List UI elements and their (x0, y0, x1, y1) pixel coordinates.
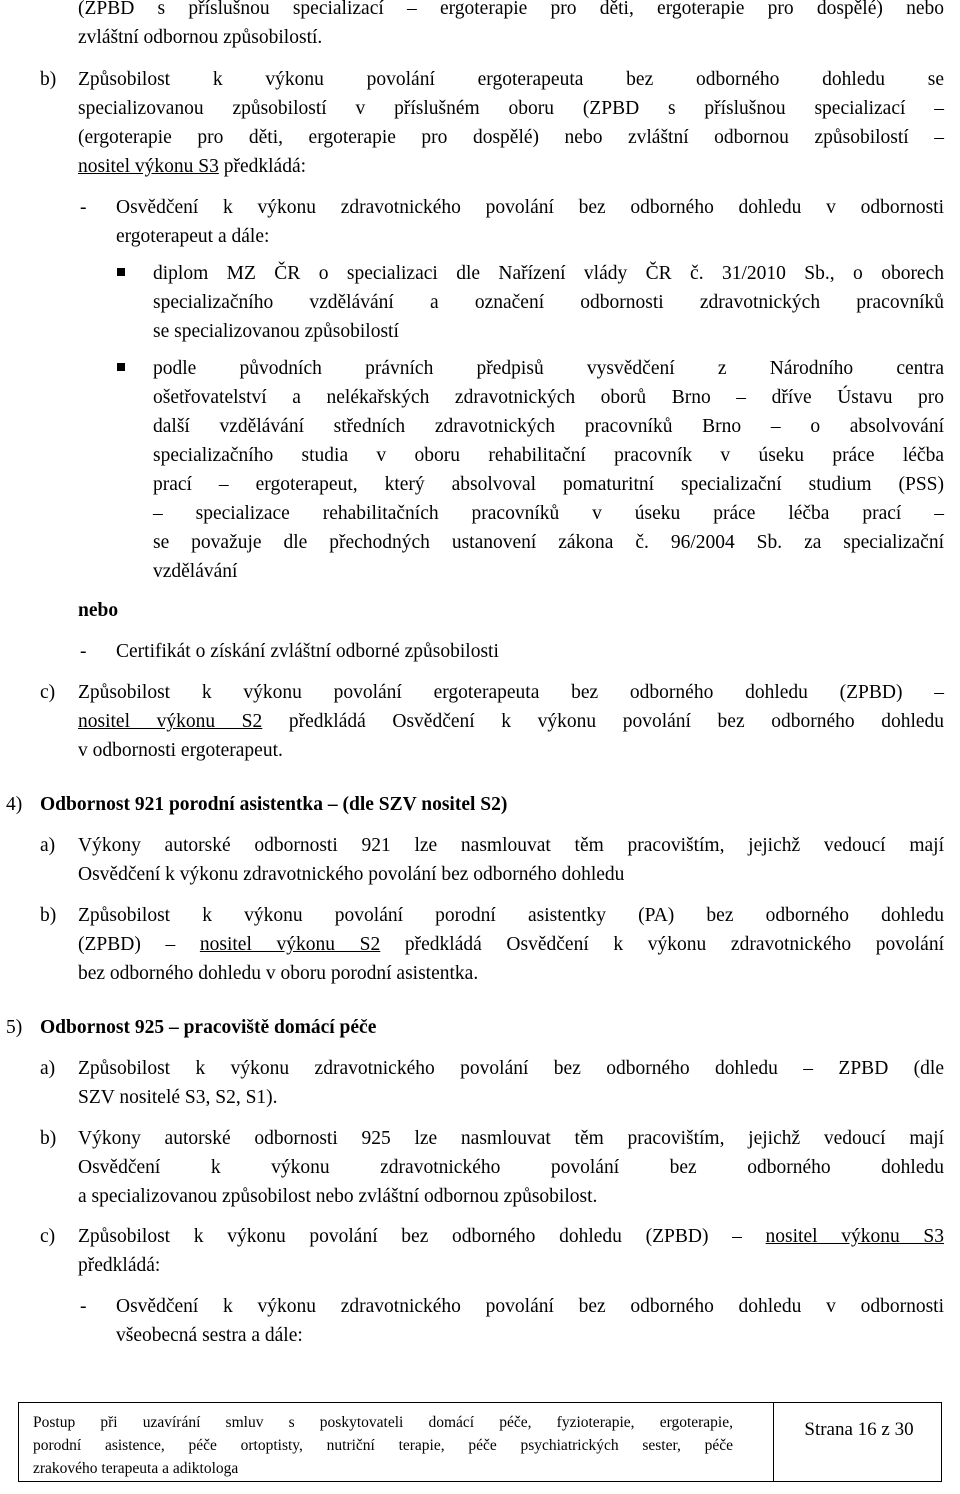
underlined-holder: nositel výkonu S3 (765, 1226, 944, 1247)
section-heading: Odbornost 925 – pracoviště domácí péče (40, 1017, 377, 1038)
paragraph-line: Způsobilost k výkonu povolání ergoterapeuta bez odborného dohledu se (78, 69, 944, 90)
connector-word: nebo (78, 600, 119, 621)
square-bullet-icon (117, 268, 125, 276)
paragraph-line: bez odborného dohledu v oboru porodní asistentka. (78, 963, 479, 984)
list-marker: a) (40, 1058, 56, 1079)
paragraph-line: diplom MZ ČR o specializaci dle Nařízení vlády ČR č. 31/2010 Sb., o oborech (153, 263, 944, 284)
paragraph-line: Osvědčení k výkonu zdravotnického povolání bez odborného dohledu v odbornosti (116, 1296, 944, 1317)
paragraph-line: (ZPBD s příslušnou specializací – ergoterapie pro děti, ergoterapie pro dospělé) nebo (78, 0, 944, 19)
paragraph-line: zvláštní odbornou způsobilostí. (78, 27, 323, 48)
paragraph-line: ošetřovatelství a nelékařských zdravotnických oborů Brno – dříve Ústavu pro (153, 387, 944, 408)
section-number: 4) (6, 794, 23, 815)
list-marker: c) (40, 1226, 56, 1247)
underlined-holder: nositel výkonu S3 (78, 156, 219, 177)
paragraph-line (78, 930, 944, 959)
underlined-holder: nositel výkonu S2 (78, 711, 263, 732)
justified-line (78, 930, 944, 959)
paragraph-line: vzdělávání (153, 561, 238, 582)
underlined-holder: nositel výkonu S2 (199, 934, 381, 955)
section-number: 5) (6, 1017, 23, 1038)
text-span: předkládá Osvědčení k výkonu zdravotnického povolání (380, 934, 944, 955)
paragraph-line: další vzdělávání středních zdravotnických pracovníků Brno – o absolvování (153, 416, 944, 437)
square-bullet-icon (117, 363, 125, 371)
page-number: Strana 16 z 30 (804, 1419, 914, 1440)
paragraph-line: Způsobilost k výkonu povolání porodní asistentky (PA) bez odborného dohledu (78, 905, 944, 926)
dash-marker: - (80, 197, 87, 218)
paragraph-line: Výkony autorské odbornosti 925 lze nasmlouvat těm pracovištím, jejichž vedoucí mají (78, 1128, 944, 1149)
paragraph-line: – specializace rehabilitačních pracovníků v úseku práce léčba prací – (153, 503, 944, 524)
paragraph-line: (ergoterapie pro děti, ergoterapie pro dospělé) nebo zvláštní odbornou způsobilostí – (78, 127, 944, 148)
paragraph-line: podle původních právních předpisů vysvědčení z Národního centra (153, 358, 944, 379)
paragraph-line: v odbornosti ergoterapeut. (78, 740, 283, 761)
paragraph-line: Způsobilost k výkonu zdravotnického povolání bez odborného dohledu – ZPBD (dle (78, 1058, 944, 1079)
section-heading: Odbornost 921 porodní asistentka – (dle SZV nositel S2) (40, 794, 508, 815)
justified-line (78, 1222, 944, 1251)
paragraph-line: se považuje dle přechodných ustanovení zákona č. 96/2004 Sb. za specializační (153, 532, 944, 553)
list-marker: c) (40, 682, 56, 703)
justified-line (78, 707, 944, 736)
paragraph-line: Způsobilost k výkonu povolání ergoterapeuta bez odborného dohledu (ZPBD) – (78, 682, 944, 703)
paragraph-line: specializačního vzdělávání a označení odbornosti zdravotnických pracovníků (153, 292, 944, 313)
paragraph-line: všeobecná sestra a dále: (116, 1325, 303, 1346)
paragraph-line: prací – ergoterapeut, který absolvoval pomaturitní specializační studium (PSS) (153, 474, 944, 495)
paragraph-line: předkládá: (78, 1255, 161, 1276)
dash-marker: - (80, 1296, 87, 1317)
footer-line: zrakového terapeuta a adiktologa (33, 1460, 239, 1477)
list-marker: b) (40, 905, 57, 926)
text-span: předkládá Osvědčení k výkonu povolání bez odborného dohledu (262, 711, 945, 732)
paragraph-line: specializačního studia v oboru rehabilitační pracovník v úseku práce léčba (153, 445, 944, 466)
paragraph-line (78, 1222, 944, 1251)
paragraph-line: se specializovanou způsobilostí (153, 321, 399, 342)
paragraph-line: Výkony autorské odbornosti 921 lze nasmlouvat těm pracovištím, jejichž vedoucí mají (78, 835, 944, 856)
paragraph-line: Osvědčení k výkonu zdravotnického povolání bez odborného dohledu v odbornosti (116, 197, 944, 218)
text-span: Způsobilost k výkonu povolání bez odborného dohledu (ZPBD) – (78, 1226, 766, 1247)
paragraph-line: Certifikát o získání zvláštní odborné způsobilosti (116, 641, 499, 662)
dash-marker: - (80, 641, 87, 662)
paragraph-line: SZV nositelé S3, S2, S1). (78, 1087, 278, 1108)
page-footer (18, 1402, 942, 1482)
text-span: (ZPBD) – (78, 934, 200, 955)
paragraph-line (78, 707, 944, 736)
paragraph-line: specializovanou způsobilostí v příslušném oboru (ZPBD s příslušnou specializací – (78, 98, 944, 119)
footer-divider (773, 1403, 774, 1481)
list-marker: b) (40, 69, 57, 90)
list-marker: b) (40, 1128, 57, 1149)
footer-title (33, 1411, 733, 1480)
text-span: předkládá: (218, 156, 307, 177)
list-marker: a) (40, 835, 56, 856)
paragraph-line: Osvědčení k výkonu zdravotnického povolání bez odborného dohledu (78, 1157, 944, 1178)
paragraph-line: a specializovanou způsobilost nebo zvláštní odbornou způsobilost. (78, 1186, 598, 1207)
paragraph-line: ergoterapeut a dále: (116, 226, 270, 247)
paragraph-line (78, 152, 306, 181)
paragraph-line: Osvědčení k výkonu zdravotnického povolání bez odborného dohledu (78, 864, 625, 885)
footer-line: porodní asistence, péče ortoptisty, nutriční terapie, péče psychiatrických sester, péče (33, 1437, 733, 1454)
footer-line: Postup při uzavírání smluv s poskytovateli domácí péče, fyzioterapie, ergoterapie, (33, 1414, 733, 1431)
